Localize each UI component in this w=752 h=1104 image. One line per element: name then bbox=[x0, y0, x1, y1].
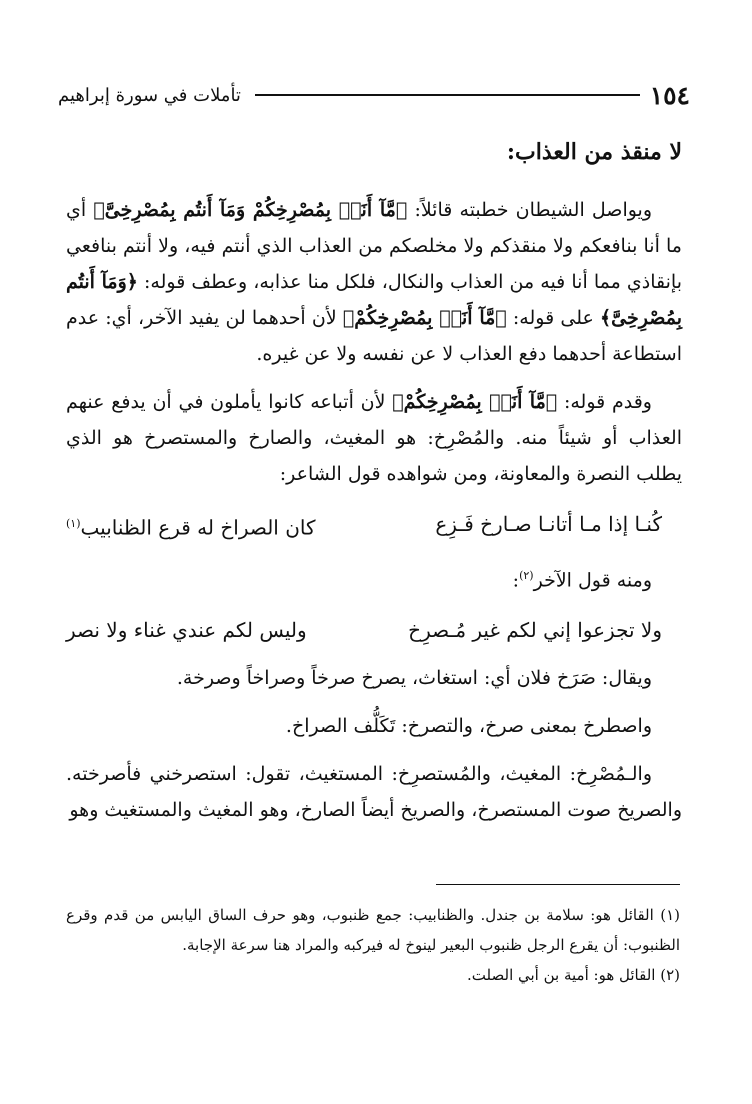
poem-verse-2 bbox=[66, 610, 682, 650]
intro-text: ومنه قول الآخر bbox=[533, 568, 652, 591]
footnotes bbox=[66, 900, 680, 990]
p2-lead: وقدم قوله: bbox=[563, 391, 652, 413]
quran-quote: ﴿مَّآ أَنَا۠ بِمُصْرِخِكُمْ﴾ bbox=[342, 307, 507, 329]
p2-text: لأن أتباعه كانوا يأملون في أن يدفع عنهم العذاب أو شيئاً منه. والمُصْرِخ: هو المغيث، والصارخ والمستصرخ هو الذي يطلب النصرة والمعاونة، ومن شواهده قول الشاعر: bbox=[66, 391, 682, 485]
header-rule bbox=[255, 94, 640, 96]
p1-text3: لأن أحدهما لن يفيد الآخر، أي: عدم استطاعة أحدهما دفع العذاب لا عن نفسه ولا عن غيره. bbox=[66, 307, 682, 365]
p1-lead: ويواصل الشيطان خطبته قائلاً: bbox=[414, 199, 653, 221]
p1-text2: على قوله: bbox=[512, 307, 594, 329]
footnote-separator bbox=[436, 884, 680, 885]
text-line-1: ويقال: صَرَخ فلان أي: استغاث، يصرخ صرخاً وصراخاً وصرخة. bbox=[176, 666, 652, 689]
main-text bbox=[66, 130, 682, 840]
verse-first-hemistich: كُنـا إذا مـا أتانـا صـارخ فَـزِع bbox=[435, 512, 662, 536]
footnote-text: القائل هو: أمية بن أبي الصلت. bbox=[467, 966, 656, 984]
quran-quote: ﴿وَمَآ أَنتُم بِمُصْرِخِىَّ﴾ bbox=[66, 271, 682, 329]
footnote-number: (٢) bbox=[660, 966, 680, 984]
verse-first-hemistich: ولا تجزعوا إني لكم غير مُـصرِخ bbox=[408, 617, 662, 642]
paragraph-2 bbox=[66, 384, 682, 492]
footnote-ref: (٢) bbox=[519, 568, 534, 582]
section-heading: لا منقذ من العذاب: bbox=[506, 139, 682, 165]
text-line-2: واصطرخ بمعنى صرخ، والتصرخ: تَكَلُّف الصراخ. bbox=[285, 714, 652, 737]
paragraph-1 bbox=[66, 192, 682, 372]
footnote-ref: (١) bbox=[66, 517, 81, 530]
running-header bbox=[58, 78, 690, 112]
running-title: تأملات في سورة إبراهيم bbox=[58, 84, 241, 106]
page-number: ١٥٤ bbox=[649, 80, 690, 110]
verse-second-text: كان الصراخ له قرع الظنابيب bbox=[80, 515, 316, 540]
footnote-number: (١) bbox=[660, 906, 680, 924]
quran-quote: ﴿مَّآ أَنَا۠ بِمُصْرِخِكُمْ وَمَآ أَنتُم بِمُصْرِخِىَّ﴾ bbox=[93, 199, 408, 221]
verse-2-intro bbox=[66, 558, 682, 598]
verse-second-hemistich: وليس لكم عندي غناء ولا نصر bbox=[66, 617, 307, 642]
poem-verse-1 bbox=[66, 504, 682, 548]
footnote-text: القائل هو: سلامة بن جندل. والظنابيب: جمع ظنبوب، وهو حرف الساق اليابس من قدم وقرع الظنبوب: أن يقرع الرجل ظنبوب البعير لينوخ له فيركبه والمراد هنا سرعة الإجابة. bbox=[66, 906, 680, 954]
footnote-1 bbox=[66, 900, 680, 960]
intro-colon: : bbox=[512, 568, 520, 591]
p1-text1: أي ما أنا بنافعكم ولا منقذكم ولا مخلصكم من العذاب الذي أنتم فيه، ولا أنتم بنافعي بإنقاذي مما أنا فيه من العذاب والنكال، فلكل منا عذابه، وعطف قوله: bbox=[66, 199, 682, 293]
quran-quote: ﴿مَّآ أَنَا۠ بِمُصْرِخِكُمْ﴾ bbox=[392, 391, 558, 413]
paragraph-3: والـمُصْرِخ: المغيث، والمُستصرِخ: المستغيث، تقول: استصرخني فأصرخته. والصريخ صوت المستصرخ، والصريخ أيضاً الصارخ، وهو المغيث والمستغيث وهو bbox=[66, 762, 682, 821]
footnote-2 bbox=[66, 960, 680, 990]
verse-second-hemistich bbox=[66, 504, 316, 548]
